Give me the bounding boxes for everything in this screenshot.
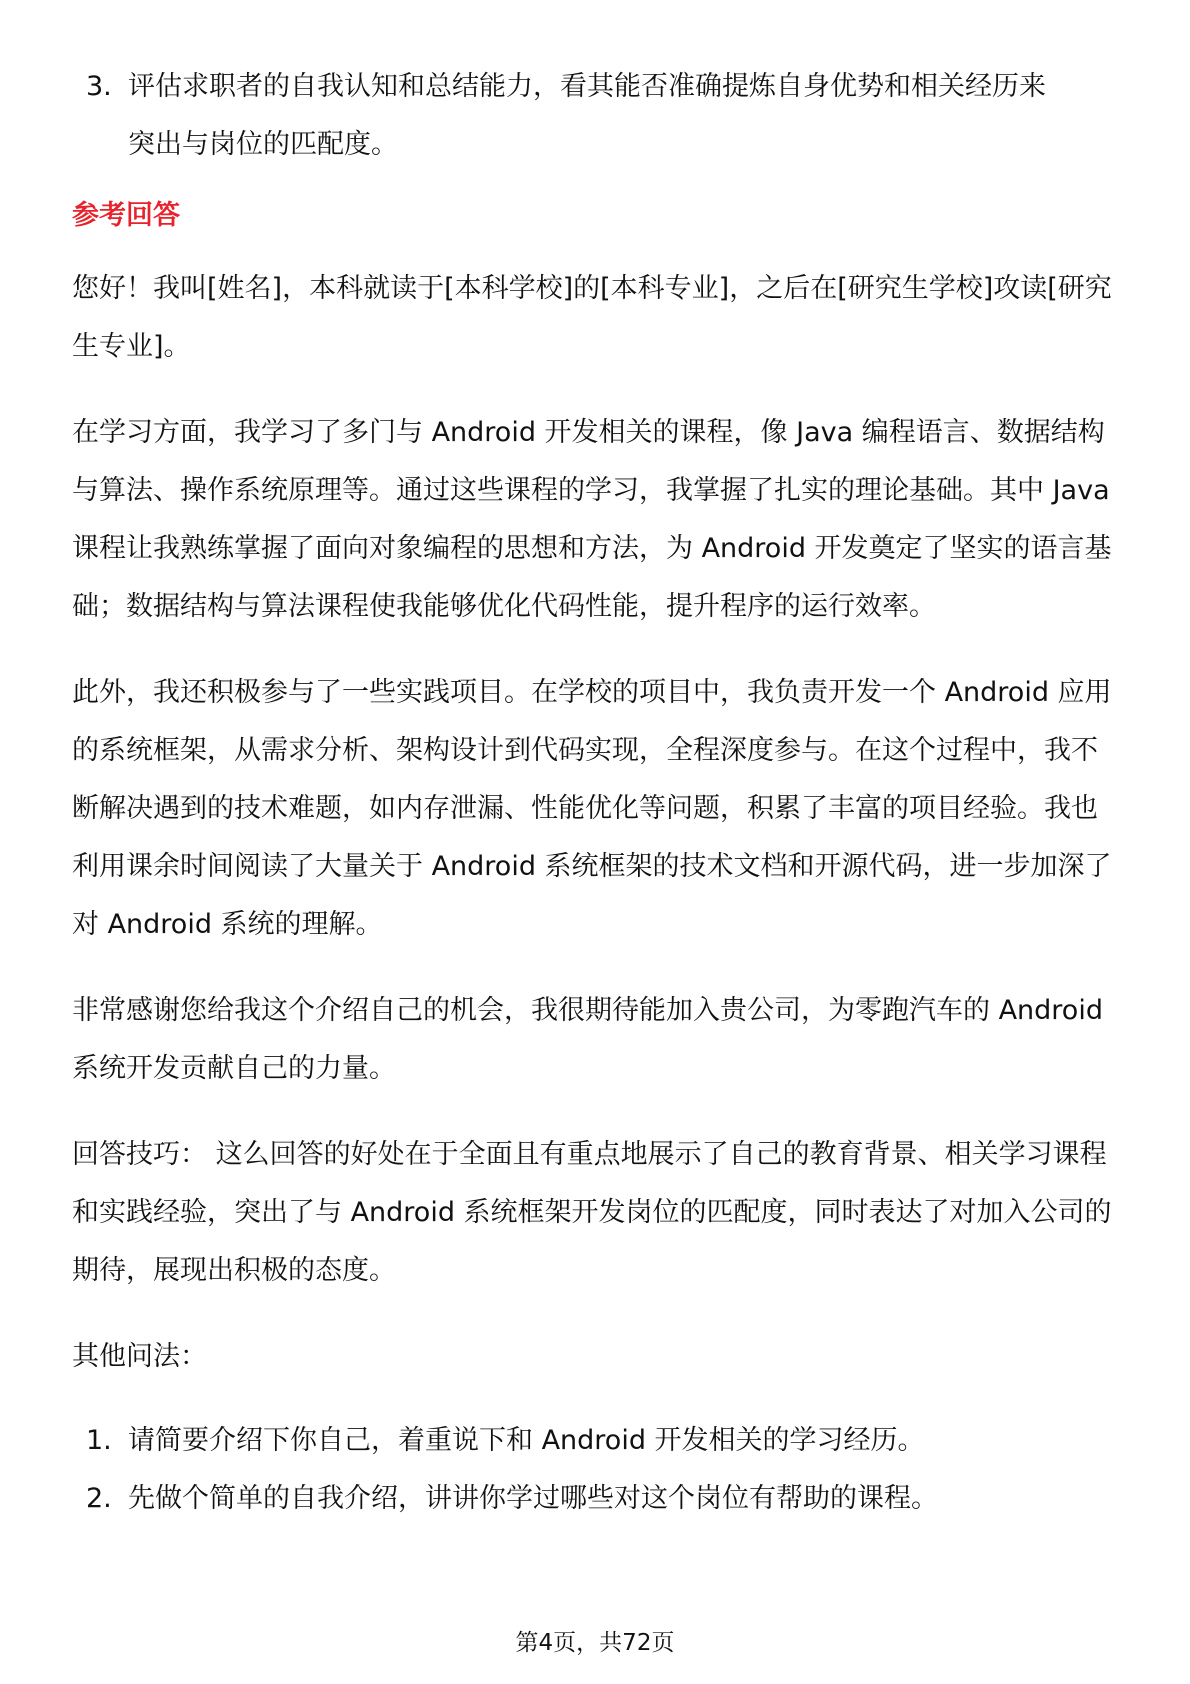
other-questions-list (72, 1412, 1122, 1528)
list-number: 2. (86, 1483, 112, 1514)
list-text-line: 突出与岗位的匹配度。 (128, 129, 398, 160)
paragraph-other-questions: 其他问法： (72, 1341, 207, 1372)
paragraph-thanks: 非常感谢您给我这个介绍自己的机会，我很期待能加入贵公司，为零跑汽车的 Android 系统开发贡献自己的力量。 (72, 995, 1103, 1084)
list-text: 先做个简单的自我介绍，讲讲你学过哪些对这个岗位有帮助的课程。 (128, 1483, 938, 1514)
list-item (72, 1412, 1122, 1470)
paragraph-practice: 此外，我还积极参与了一些实践项目。在学校的项目中，我负责开发一个 Android 应用的系统框架，从需求分析、架构设计到代码实现，全程深度参与。在这个过程中，我不断解决遇到的技术难题，如内存泄漏、性能优化等问题，积累了丰富的项目经验。我也利用课余时间阅读了大量关于 Android 系统框架的技术文档和开源代码，进一步加深了对 Android 系统的理解。 (72, 677, 1112, 940)
list-item (72, 1470, 1122, 1528)
paragraph-study: 在学习方面，我学习了多门与 Android 开发相关的课程，像 Java 编程语言、数据结构与算法、操作系统原理等。通过这些课程的学习，我掌握了扎实的理论基础。其中 Java 课程让我熟练掌握了面向对象编程的思想和方法，为 Android 开发奠定了坚实的语言基础；数据结构与算法课程使我能够优化代码性能，提升程序的运行效率。 (72, 417, 1112, 622)
list-text: 请简要介绍下你自己，着重说下和 Android 开发相关的学习经历。 (128, 1425, 925, 1456)
paragraph-tips: 回答技巧： 这么回答的好处在于全面且有重点地展示了自己的教育背景、相关学习课程和实践经验，突出了与 Android 系统框架开发岗位的匹配度，同时表达了对加入公司的期待，展现出积极的态度。 (72, 1139, 1112, 1286)
paragraph-intro: 您好！我叫[姓名]，本科就读于[本科学校]的[本科专业]，之后在[研究生学校]攻读[研究生专业]。 (72, 273, 1112, 362)
page-footer: 第4页，共72页 (515, 1630, 675, 1656)
list-text-line: 评估求职者的自我认知和总结能力，看其能否准确提炼自身优势和相关经历来 (128, 71, 1046, 102)
list-item (72, 58, 1122, 174)
page-content (72, 58, 1122, 1528)
list-number: 3. (86, 71, 112, 102)
list-number: 1. (86, 1425, 112, 1456)
section-heading: 参考回答 (72, 200, 180, 231)
